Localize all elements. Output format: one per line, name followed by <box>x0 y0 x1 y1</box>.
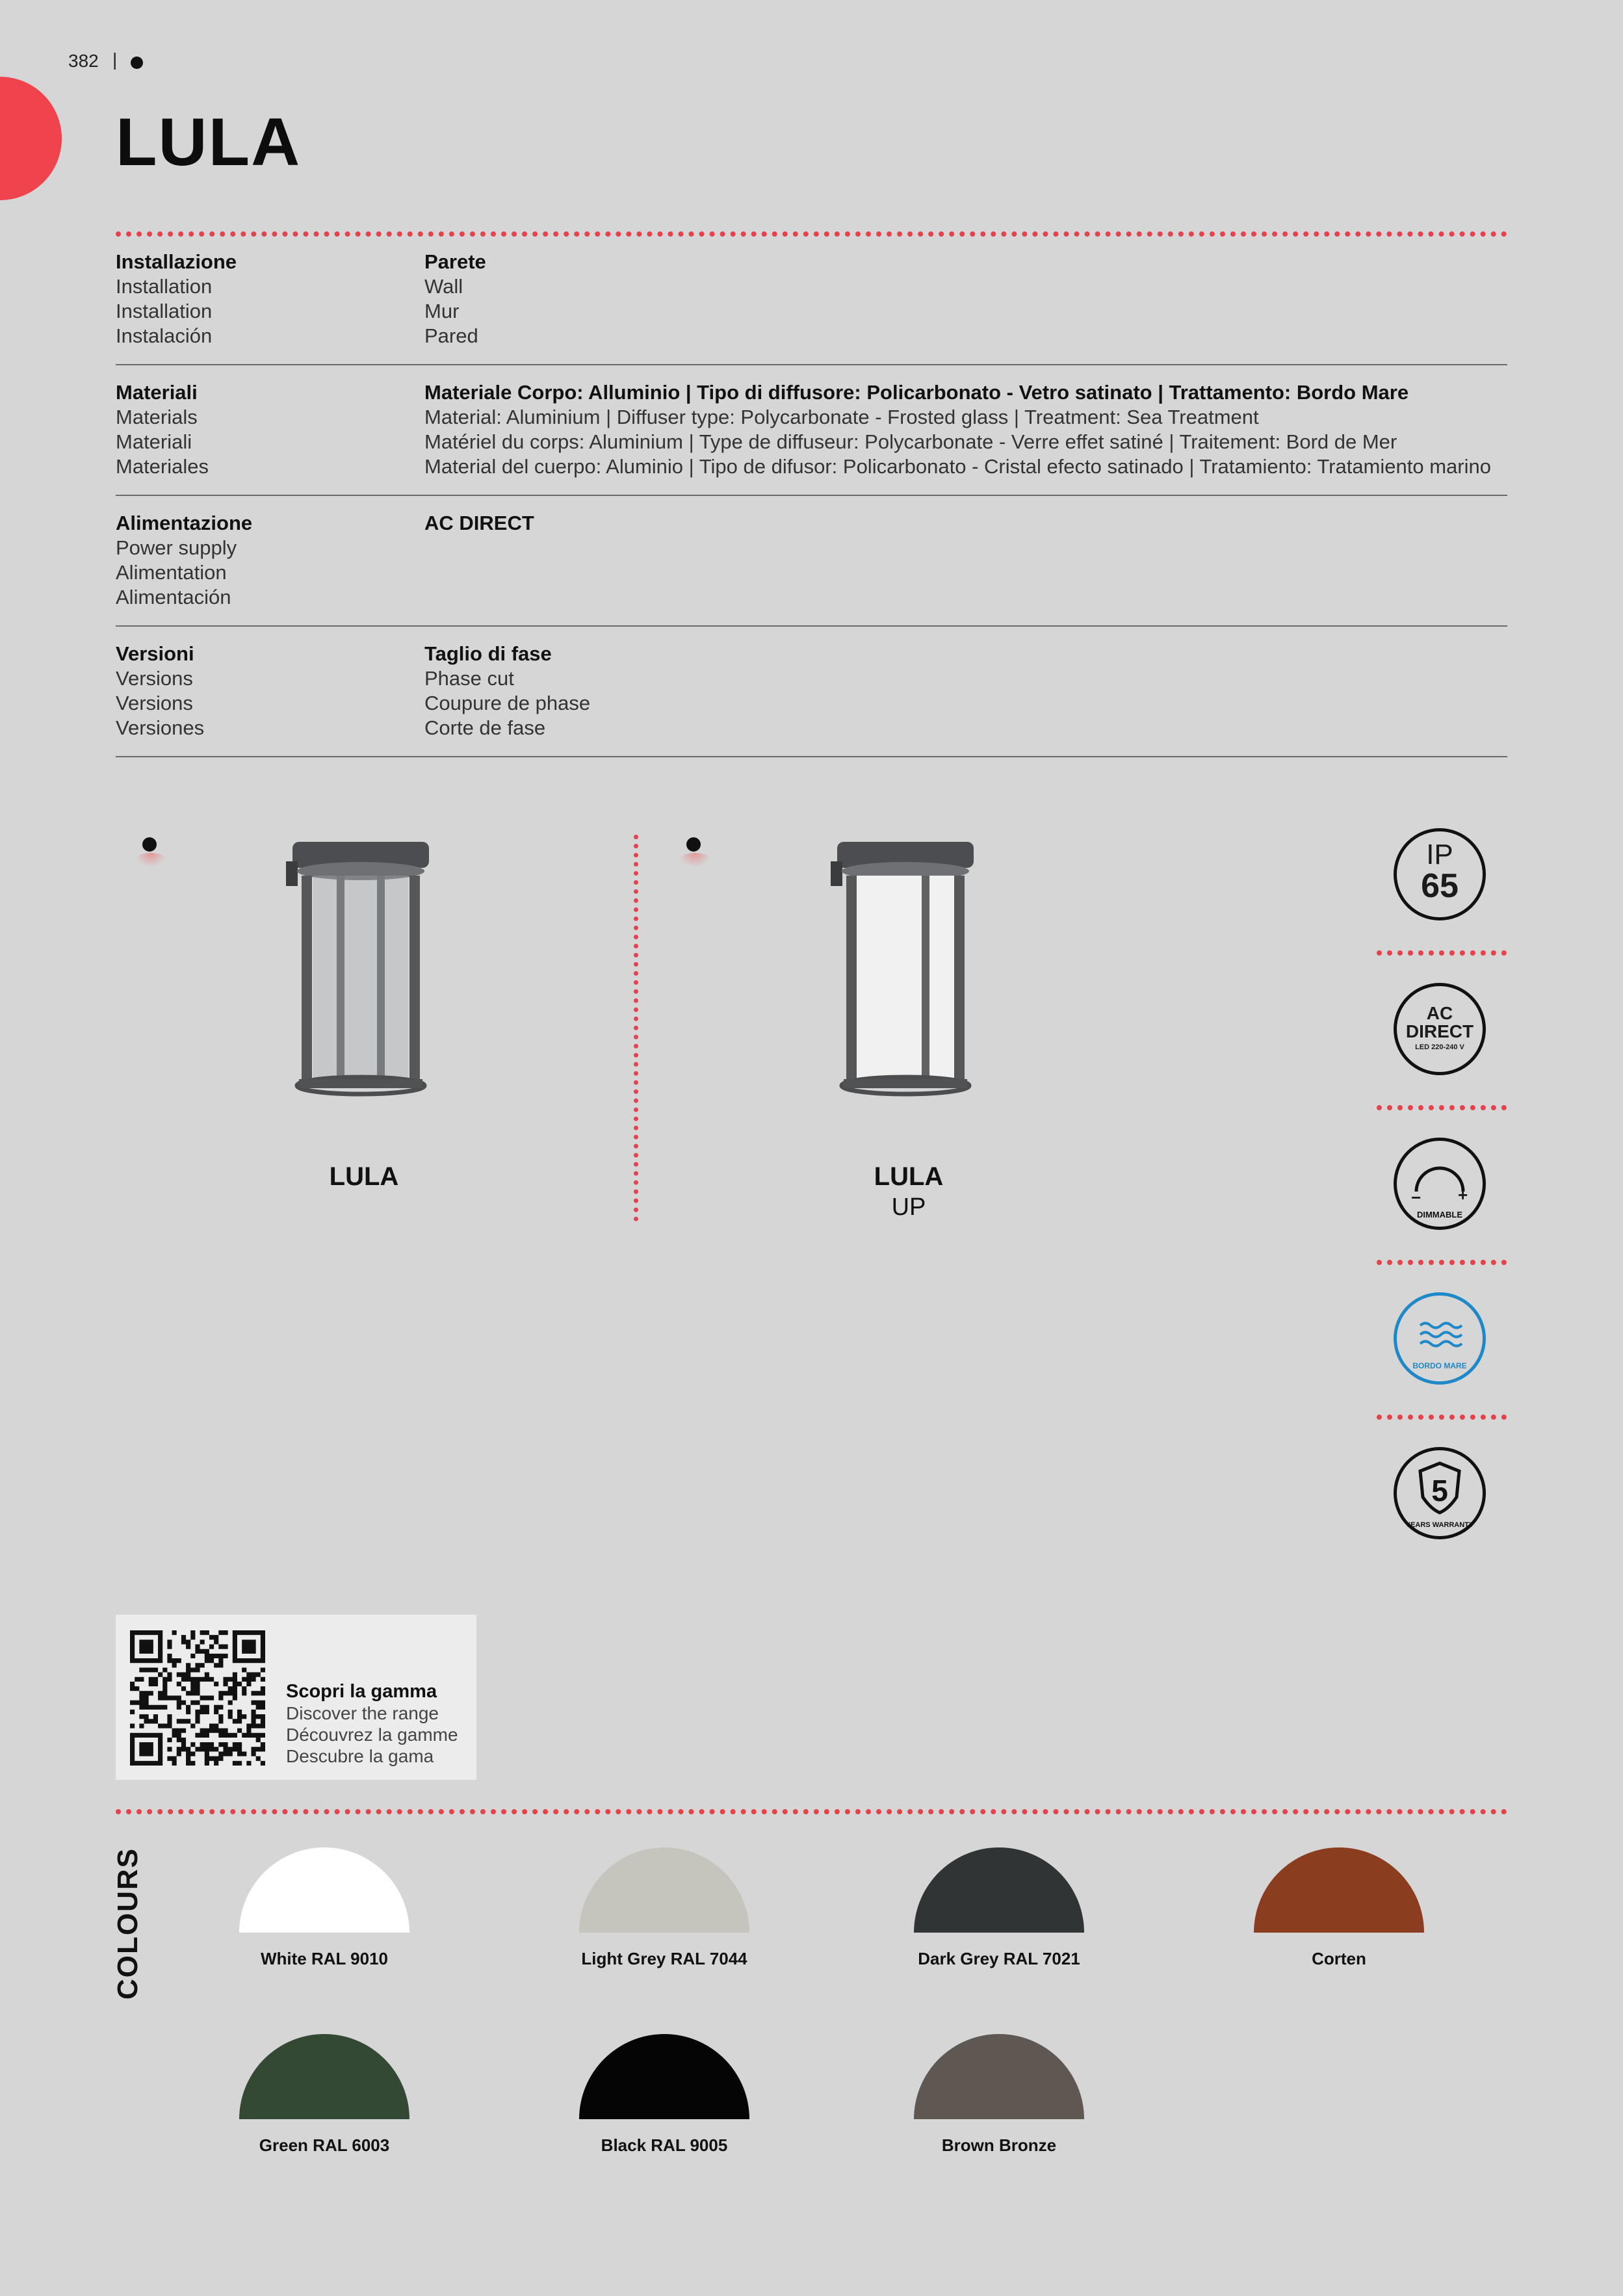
badge-dotted-divider <box>1377 950 1507 956</box>
swatch-brown-bronze[interactable] <box>914 2034 1084 2119</box>
badge-dotted-divider <box>1377 1260 1507 1265</box>
swatch-label: Corten <box>1312 1949 1366 1968</box>
top-dotted-divider <box>116 231 1507 237</box>
product-dotted-separator <box>634 835 638 1221</box>
product-name: LULA <box>874 1162 944 1191</box>
spec-materials-value: Materiale Corpo: Alluminio | Tipo di diffusore: Policarbonato - Vetro satinato | Trattamento: Bordo Mare Material: Aluminium | Diffuser type: Polycarbonate - Frosted glass | Treatment: Sea Treatment Matériel du corps: Aluminium | Type de diffuseur: Polycarbonate - Verre effet satiné | Traitement: Bord de Mer Material del cuerpo: Aluminio | Tipo de difusor: Policarbonato - Cristal efecto satinado | Tratamiento: Tratamiento marino <box>424 381 1491 478</box>
swatch-label: Green RAL 6003 <box>259 2135 390 2155</box>
spec-divider <box>116 364 1507 365</box>
spec-divider <box>116 495 1507 496</box>
ac-direct-icon: AC DIRECT LED 220-240 V <box>1394 983 1486 1075</box>
swatch-corten[interactable] <box>1254 1847 1424 1933</box>
sea-treatment-icon <box>1394 1292 1486 1385</box>
page-dot-icon <box>131 57 143 69</box>
swatch-light-grey[interactable] <box>579 1847 749 1933</box>
page-title: LULA <box>116 105 302 180</box>
swatch-white[interactable] <box>239 1847 409 1933</box>
product-subname: UP <box>891 1194 926 1221</box>
red-accent-circle <box>0 77 62 200</box>
warranty-icon <box>1394 1447 1486 1539</box>
swatch-dark-grey[interactable] <box>914 1847 1084 1933</box>
spec-power-value: AC DIRECT <box>424 512 534 534</box>
spec-installation-label: Installazione Installation Installation Instalación <box>116 250 237 347</box>
page-number: 382 <box>68 51 99 71</box>
product-bullet-icon <box>142 837 157 852</box>
spec-versions-label: Versioni Versions Versions Versiones <box>116 642 205 739</box>
qr-code-icon[interactable] <box>130 1630 265 1766</box>
qr-caption: Scopri la gamma Discover the range Découvrez la gamme Descubre la gama <box>286 1681 458 1766</box>
swatch-green[interactable] <box>239 2034 409 2119</box>
swatch-label: Dark Grey RAL 7021 <box>918 1949 1080 1968</box>
dimmable-icon <box>1394 1138 1486 1230</box>
swatch-label: Light Grey RAL 7044 <box>581 1949 747 1968</box>
warranty-label: YEARS WARRANTY <box>1405 1521 1474 1529</box>
swatch-label: White RAL 9010 <box>260 1949 388 1968</box>
swatch-label: Black RAL 9005 <box>601 2135 728 2155</box>
lula-up-lamp-image <box>824 835 987 1115</box>
badge-dotted-divider <box>1377 1105 1507 1110</box>
warranty-number: 5 <box>1431 1474 1448 1507</box>
product-bullet-glow <box>135 853 167 867</box>
dimmable-label: DIMMABLE <box>1416 1210 1463 1220</box>
spec-divider <box>116 625 1507 627</box>
colours-dotted-divider <box>116 1809 1507 1814</box>
spec-divider <box>116 756 1507 757</box>
dimmable-minus: − <box>1411 1188 1422 1207</box>
dimmable-plus: + <box>1458 1185 1468 1205</box>
product-bullet-icon <box>686 837 701 852</box>
swatch-label: Brown Bronze <box>941 2135 1057 2155</box>
lula-lamp-image <box>279 835 442 1115</box>
spec-installation-value: Parete Wall Mur Pared <box>424 250 486 347</box>
product-bullet-glow <box>679 853 711 867</box>
spec-materials-label: Materiali Materials Materiali Materiales <box>116 381 209 478</box>
badge-dotted-divider <box>1377 1415 1507 1420</box>
ip65-icon: IP 65 <box>1394 828 1486 920</box>
colours-heading: COLOURS <box>112 1847 144 2000</box>
spec-power-label: Alimentazione Power supply Alimentation Alimentación <box>116 512 253 608</box>
sea-label: BORDO MARE <box>1412 1361 1467 1370</box>
page-separator: | <box>112 49 118 70</box>
product-name: LULA <box>329 1162 399 1191</box>
spec-versions-value: Taglio di fase Phase cut Coupure de phase Corte de fase <box>424 642 591 739</box>
swatch-black[interactable] <box>579 2034 749 2119</box>
